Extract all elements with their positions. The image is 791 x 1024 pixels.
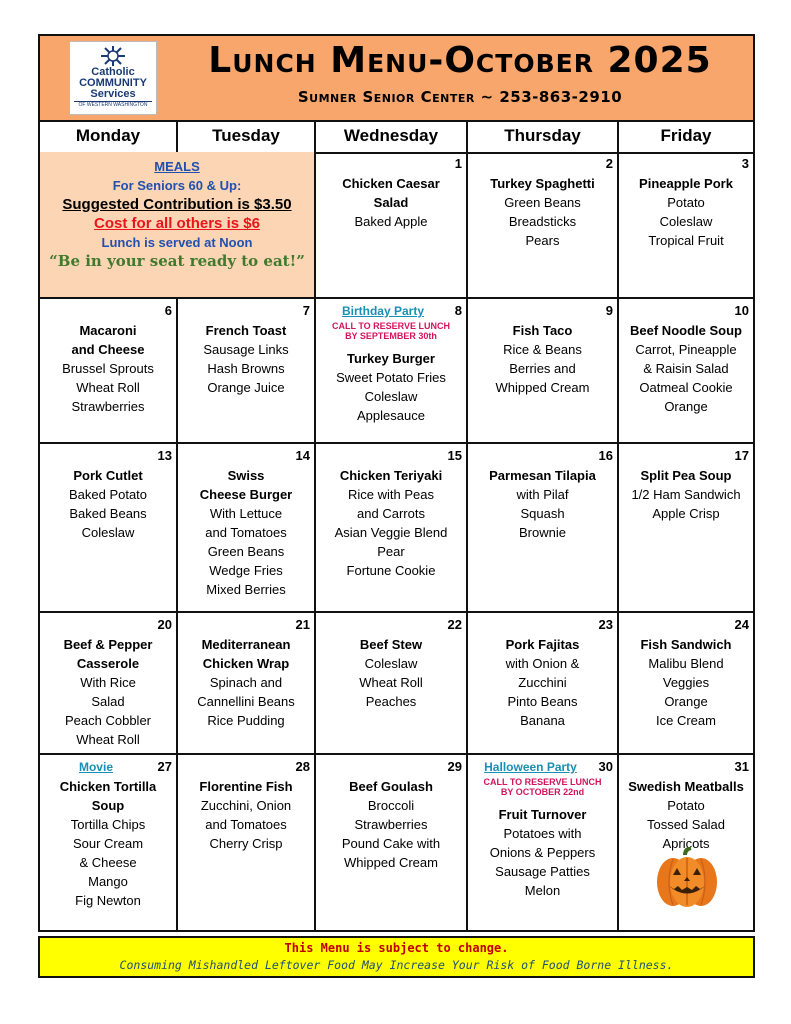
side-item: Squash <box>520 506 565 521</box>
menu-items <box>316 444 466 580</box>
logo-line-3: Services <box>90 88 136 100</box>
side-item: Tossed Salad <box>646 817 726 832</box>
date-number: 27 <box>157 759 172 774</box>
side-item: Peaches <box>365 694 417 709</box>
side-item: Apricots <box>662 836 710 851</box>
side-item: & Raisin Salad <box>643 361 729 376</box>
main-dish: Soup <box>91 798 125 813</box>
day-cell <box>316 152 468 299</box>
date-number: 8 <box>454 303 462 318</box>
menu-items <box>40 444 176 542</box>
main-dish: Beef Goulash <box>349 779 433 794</box>
meals-info-box <box>40 152 316 299</box>
menu-items <box>316 152 466 231</box>
reserve-callout <box>316 321 466 341</box>
side-item: Wedge Fries <box>209 563 283 578</box>
date-number: 10 <box>734 303 749 318</box>
side-item: Tortilla Chips <box>70 817 146 832</box>
side-item: Pound Cake with <box>341 836 441 851</box>
side-item: Veggies <box>662 675 710 690</box>
menu-items <box>619 299 753 416</box>
side-item: Baked Potato <box>68 487 148 502</box>
day-cell <box>316 613 468 755</box>
menu-calendar-grid <box>40 152 753 930</box>
logo-line-1: Catholic <box>91 66 135 78</box>
side-item: Broccoli <box>367 798 415 813</box>
menu-items <box>40 613 176 749</box>
date-number: 17 <box>734 448 749 463</box>
menu-title: Lunch Menu-October 2025 <box>208 40 712 81</box>
disclaimer-change: This Menu is subject to change. <box>284 941 509 955</box>
side-item: Brussel Sprouts <box>62 361 154 376</box>
side-item: Applesauce <box>357 408 425 423</box>
main-dish: Chicken Teriyaki <box>339 468 443 483</box>
menu-items <box>40 755 176 910</box>
side-item: Wheat Roll <box>76 380 140 395</box>
menu-items <box>468 755 617 900</box>
side-item: Potatoes with <box>503 826 582 841</box>
side-item: Banana <box>520 713 565 728</box>
date-number: 20 <box>157 617 172 632</box>
side-item: Cherry Crisp <box>209 836 283 851</box>
main-dish: Fish Taco <box>512 323 573 338</box>
side-item: Orange <box>664 694 708 709</box>
main-dish: Cheese Burger <box>199 487 293 502</box>
side-item: Berries and <box>509 361 576 376</box>
meals-motto: “Be in your seat ready to eat!” <box>49 252 305 270</box>
main-dish: Parmesan Tilapia <box>489 468 596 483</box>
day-wednesday: Wednesday <box>316 120 468 152</box>
side-item: Carrot, Pineapple <box>635 342 737 357</box>
main-dish: Pineapple Pork <box>639 176 733 191</box>
side-item: Melon <box>524 883 561 898</box>
date-number: 16 <box>598 448 613 463</box>
main-dish: Chicken Tortilla <box>59 779 157 794</box>
date-number: 2 <box>605 156 613 171</box>
side-item: Hash Browns <box>207 361 285 376</box>
main-dish: Pork Cutlet <box>73 468 143 483</box>
menu-items <box>178 299 314 397</box>
menu-items <box>619 755 753 853</box>
menu-items <box>316 613 466 711</box>
date-number: 3 <box>741 156 749 171</box>
main-dish: French Toast <box>205 323 287 338</box>
side-item: Potato <box>667 195 705 210</box>
side-item: Whipped Cream <box>344 855 438 870</box>
disclaimer-food-safety: Consuming Mishandled Leftover Food May Increase Your Risk of Food Borne Illness. <box>119 958 674 972</box>
day-cell <box>40 444 178 613</box>
day-cell <box>178 444 316 613</box>
date-number: 21 <box>295 617 310 632</box>
weekday-header-row <box>40 120 753 154</box>
event-label: Movie <box>78 760 113 774</box>
side-item: Baked Beans <box>69 506 147 521</box>
date-number: 7 <box>302 303 310 318</box>
side-item: and Tomatoes <box>205 525 287 540</box>
menu-items <box>178 755 314 853</box>
side-item: and Carrots <box>357 506 425 521</box>
side-item: With Rice <box>80 675 136 690</box>
side-item: Pears <box>525 233 560 248</box>
side-item: Sweet Potato Fries <box>336 370 446 385</box>
side-item: Cannellini Beans <box>197 694 295 709</box>
side-item: Sour Cream <box>72 836 144 851</box>
jack-o-lantern-icon <box>655 847 719 909</box>
menu-items <box>178 613 314 730</box>
event-label: Halloween Party <box>484 760 577 774</box>
side-item: Pinto Beans <box>507 694 578 709</box>
day-cell <box>316 755 468 930</box>
side-item: & Cheese <box>79 855 137 870</box>
day-cell <box>619 444 753 613</box>
day-cell <box>619 613 753 755</box>
day-cell <box>468 152 619 299</box>
day-cell <box>316 299 468 444</box>
date-number: 31 <box>734 759 749 774</box>
event-label: Birthday Party <box>341 304 425 318</box>
ccs-logo <box>69 41 157 115</box>
side-item: with Pilaf <box>516 487 569 502</box>
side-item: Oatmeal Cookie <box>639 380 733 395</box>
date-number: 22 <box>447 617 462 632</box>
side-item: Rice with Peas <box>348 487 434 502</box>
menu-header <box>40 36 753 122</box>
menu-items <box>619 152 753 250</box>
main-dish: Swedish Meatballs <box>628 779 744 794</box>
side-item: 1/2 Ham Sandwich <box>631 487 741 502</box>
side-item: Fig Newton <box>75 893 141 908</box>
side-item: Whipped Cream <box>495 380 590 395</box>
day-cell <box>178 755 316 930</box>
side-item: Breadsticks <box>508 214 577 229</box>
disclaimer-banner <box>38 936 755 978</box>
meals-heading: MEALS <box>154 159 200 174</box>
side-item: Orange <box>664 399 708 414</box>
side-item: Fortune Cookie <box>346 563 436 578</box>
side-item: Ice Cream <box>656 713 716 728</box>
side-item: Wheat Roll <box>359 675 423 690</box>
suggested-contribution: Suggested Contribution is $3.50 <box>62 196 292 213</box>
cost-others: Cost for all others is $6 <box>94 215 260 232</box>
day-cell <box>40 755 178 930</box>
day-cell <box>468 755 619 930</box>
main-dish: Salad <box>373 195 409 210</box>
date-number: 6 <box>164 303 172 318</box>
menu-items <box>468 152 617 250</box>
side-item: Rice & Beans <box>503 342 582 357</box>
meals-audience: For Seniors 60 & Up: <box>112 178 242 193</box>
main-dish: and Cheese <box>71 342 145 357</box>
day-cell <box>468 613 619 755</box>
day-monday: Monday <box>40 120 178 152</box>
menu-subtitle: Sumner Senior Center ~ 253-863-2910 <box>297 88 623 106</box>
reserve-callout <box>468 777 617 797</box>
main-dish: Beef Noodle Soup <box>630 323 742 338</box>
side-item: Wheat Roll <box>76 732 140 747</box>
day-tuesday: Tuesday <box>178 120 316 152</box>
main-dish: Casserole <box>76 656 140 671</box>
side-item: With Lettuce <box>209 506 283 521</box>
day-cell <box>468 299 619 444</box>
day-cell <box>619 299 753 444</box>
main-dish: Beef Stew <box>359 637 423 652</box>
callout-line: CALL TO RESERVE LUNCH <box>483 777 602 787</box>
day-cell <box>468 444 619 613</box>
main-dish: Fruit Turnover <box>498 807 587 822</box>
main-dish: Swiss <box>227 468 265 483</box>
date-number: 15 <box>447 448 462 463</box>
callout-line: CALL TO RESERVE LUNCH <box>331 321 450 331</box>
logo-line-4: OF WESTERN WASHINGTON <box>74 101 152 108</box>
side-item: Spinach and <box>209 675 283 690</box>
day-friday: Friday <box>660 126 712 145</box>
main-dish: Chicken Wrap <box>202 656 290 671</box>
day-thursday: Thursday <box>468 120 619 152</box>
day-cell <box>40 613 178 755</box>
date-number: 14 <box>295 448 310 463</box>
date-number: 24 <box>734 617 749 632</box>
side-item: Coleslaw <box>81 525 135 540</box>
menu-items <box>619 444 753 523</box>
side-item: Potato <box>667 798 705 813</box>
date-number: 13 <box>157 448 172 463</box>
side-item: Mixed Berries <box>206 582 286 597</box>
side-item: Green Beans <box>207 544 285 559</box>
side-item: Mango <box>88 874 128 889</box>
menu-items <box>468 299 617 397</box>
menu-sheet <box>38 34 755 932</box>
main-dish: Turkey Spaghetti <box>490 176 595 191</box>
side-item: Rice Pudding <box>207 713 285 728</box>
main-dish: Florentine Fish <box>199 779 293 794</box>
date-number: 9 <box>605 303 613 318</box>
menu-items <box>40 299 176 416</box>
menu-items <box>468 613 617 730</box>
callout-line: BY SEPTEMBER 30th <box>345 331 437 341</box>
side-item: Strawberries <box>354 817 428 832</box>
side-item: Brownie <box>519 525 566 540</box>
date-number: 1 <box>454 156 462 171</box>
callout-line: BY OCTOBER 22nd <box>500 787 585 797</box>
sunburst-icon <box>96 45 130 67</box>
side-item: with Onion & <box>505 656 580 671</box>
menu-items <box>468 444 617 542</box>
side-item: Coleslaw <box>364 656 418 671</box>
main-dish: Pork Fajitas <box>505 637 580 652</box>
side-item: Zucchini, Onion <box>200 798 292 813</box>
main-dish: Beef & Pepper <box>63 637 153 652</box>
menu-items <box>619 613 753 730</box>
side-item: and Tomatoes <box>205 817 287 832</box>
day-cell <box>178 613 316 755</box>
side-item: Peach Cobbler <box>65 713 151 728</box>
menu-items <box>316 755 466 872</box>
side-item: Baked Apple <box>354 214 428 229</box>
side-item: Coleslaw <box>659 214 713 229</box>
side-item: Orange Juice <box>207 380 285 395</box>
date-number: 29 <box>447 759 462 774</box>
main-dish: Mediterranean <box>201 637 291 652</box>
side-item: Green Beans <box>504 195 581 210</box>
side-item: Apple Crisp <box>652 506 720 521</box>
side-item: Pear <box>377 544 405 559</box>
side-item: Sausage Links <box>203 342 289 357</box>
day-cell <box>619 152 753 299</box>
side-item: Asian Veggie Blend <box>334 525 448 540</box>
main-dish: Turkey Burger <box>347 351 435 366</box>
date-number: 30 <box>598 759 613 774</box>
side-item: Onions & Peppers <box>489 845 596 860</box>
side-item: Coleslaw <box>364 389 418 404</box>
side-item: Tropical Fruit <box>648 233 724 248</box>
day-cell <box>619 755 753 930</box>
menu-items <box>178 444 314 599</box>
day-cell <box>178 299 316 444</box>
day-cell <box>40 299 178 444</box>
main-dish: Fish Sandwich <box>640 637 732 652</box>
side-item: Zucchini <box>518 675 567 690</box>
side-item: Sausage Patties <box>495 864 590 879</box>
date-number: 28 <box>295 759 310 774</box>
main-dish: Chicken Caesar <box>342 176 440 191</box>
day-cell <box>316 444 468 613</box>
main-dish: Macaroni <box>79 323 137 338</box>
side-item: Malibu Blend <box>648 656 724 671</box>
main-dish: Split Pea Soup <box>640 468 732 483</box>
logo-line-2: COMMUNITY <box>79 77 147 89</box>
side-item: Salad <box>91 694 125 709</box>
side-item: Strawberries <box>71 399 145 414</box>
serving-time: Lunch is served at Noon <box>101 235 253 250</box>
date-number: 23 <box>598 617 613 632</box>
